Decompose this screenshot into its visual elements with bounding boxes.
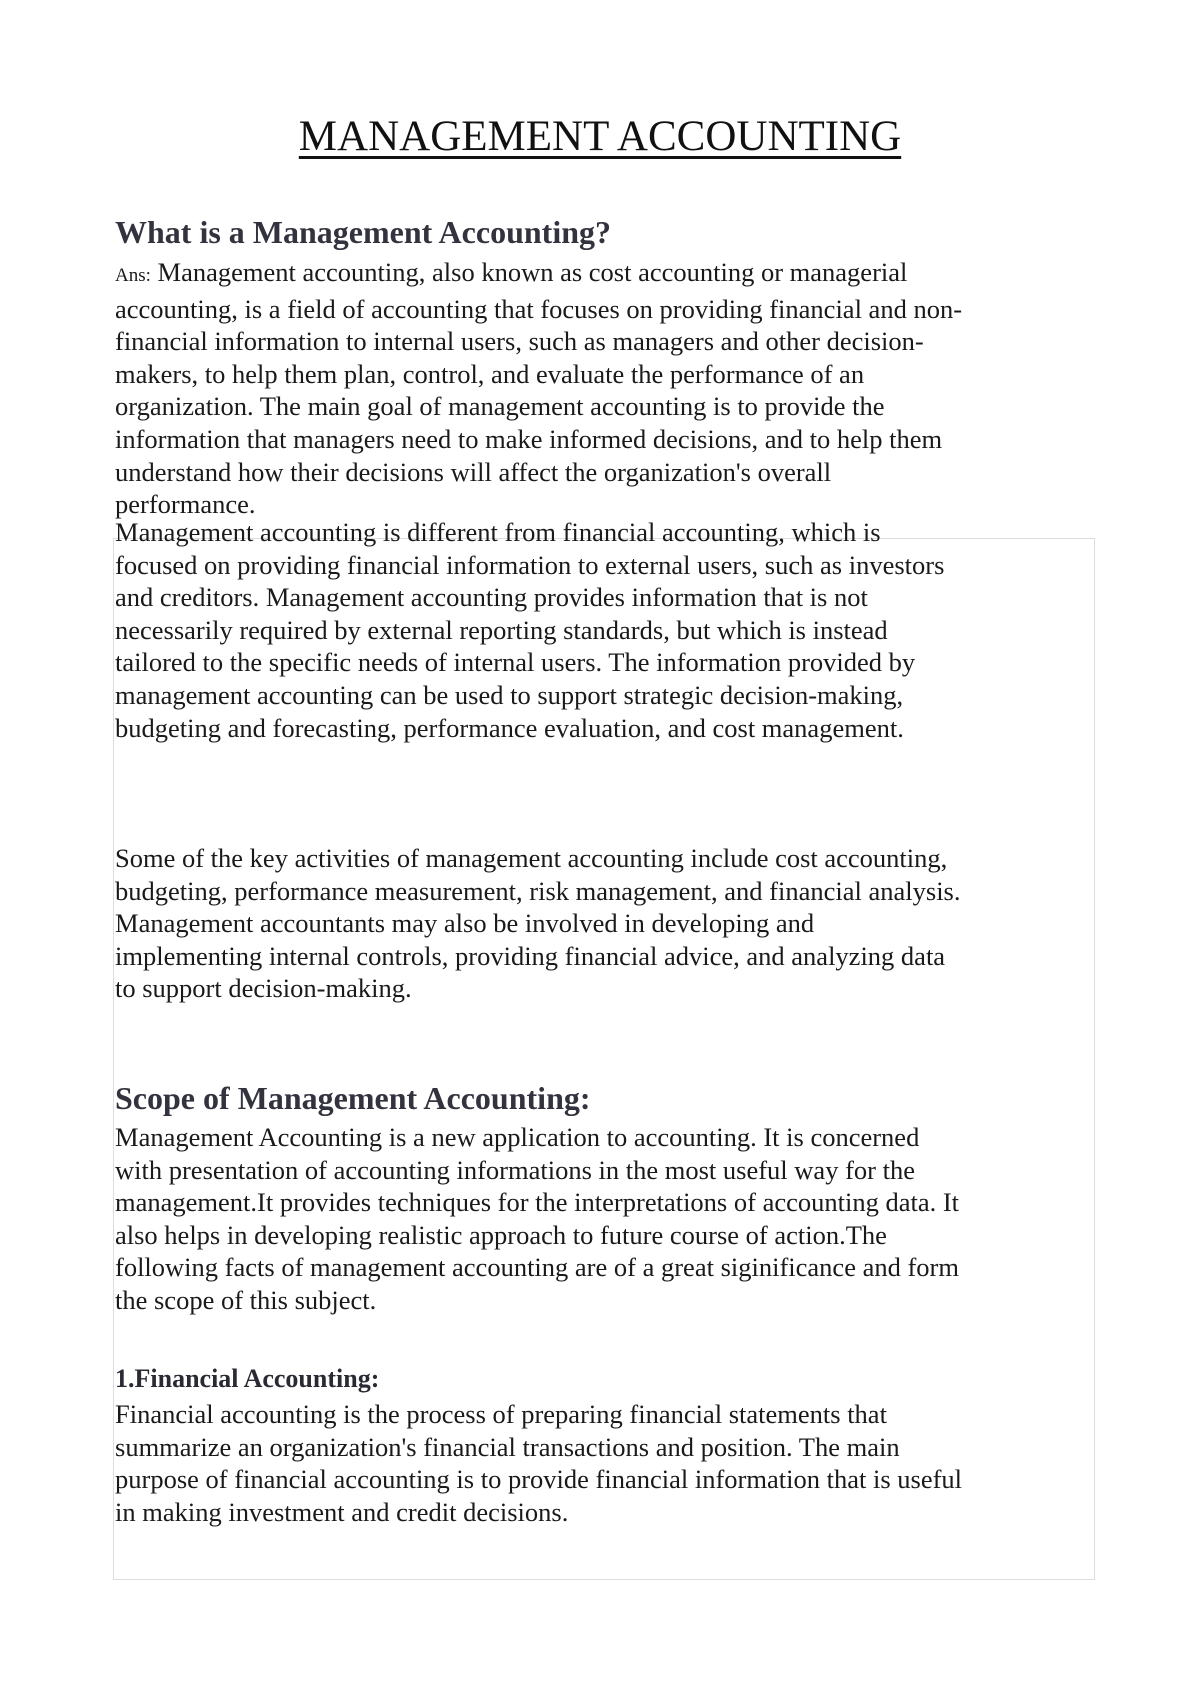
text-line [115,423,962,456]
line-text: following facts of management accounting are of a great siginificance and form [115,1252,959,1283]
line-text: information that managers need to make informed decisions, and to help them [115,423,943,454]
text-line [115,875,961,908]
text-line [115,1121,959,1154]
line-text: Management accountants may also be involved in developing and [115,908,815,939]
text-line [115,358,962,391]
line-text: Financial accounting is the process of preparing financial statements that [115,1399,887,1429]
text-line [115,614,944,647]
document-title: MANAGEMENT ACCOUNTING [298,113,902,160]
text-line [115,293,962,326]
text-line [115,712,944,745]
text-line [115,1463,962,1496]
text-line [115,940,961,973]
text-line [115,1398,962,1431]
line-text: budgeting and forecasting, performance evaluation, and cost management. [115,712,904,743]
line-text: summarize an organization's financial transactions and position. The main [115,1431,900,1462]
text-line [115,549,944,582]
line-text: performance. [115,489,256,520]
line-text: also helps in developing realistic approach to future course of action.The [115,1219,887,1250]
subheading-financial-accounting: 1.Financial Accounting: [115,1364,380,1393]
line-text: implementing internal controls, providing financial advice, and analyzing data [115,940,946,971]
line-text: organization. The main goal of management accounting is to provide the [115,391,885,422]
text-line [115,256,962,293]
line-text: accounting, is a field of accounting that focuses on providing financial and non- [115,293,963,324]
line-text: to support decision-making. [115,973,412,1004]
text-line [115,1186,959,1219]
paragraph-difference [115,516,944,744]
line-text: Management accounting, also known as cost accounting or managerial [150,257,908,287]
text-line [115,1284,959,1317]
line-text: management accounting can be used to support strategic decision-making, [115,679,904,710]
text-line [115,679,944,712]
line-text: tailored to the specific needs of internal users. The information provided by [115,647,916,678]
line-text: understand how their decisions will affect the organization's overall [115,456,832,487]
text-line [115,390,962,423]
line-text: in making investment and credit decisions. [115,1496,569,1527]
line-text: focused on providing financial information to external users, such as investors [115,549,945,580]
line-text: Management Accounting is a new application to accounting. It is concerned [115,1122,920,1152]
line-text: financial information to internal users, such as managers and other decision- [115,326,924,357]
line-text: and creditors. Management accounting provides information that is not [115,582,868,613]
text-line [115,907,961,940]
line-text: necessarily required by external reporting standards, but which is instead [115,614,888,645]
text-line [115,325,962,358]
text-line [115,581,944,614]
text-line [115,516,944,549]
line-text: with presentation of accounting informations in the most useful way for the [115,1154,915,1185]
text-line [115,842,961,875]
paragraph-scope [115,1121,959,1317]
line-text: Some of the key activities of management accounting include cost accounting, [115,843,948,873]
paragraph-definition [115,256,962,521]
text-line [115,646,944,679]
section-heading-what-is: What is a Management Accounting? [115,214,611,250]
line-text: Management accounting is different from financial accounting, which is [115,517,881,547]
text-line [115,1431,962,1464]
line-text: the scope of this subject. [115,1284,377,1315]
text-line [115,456,962,489]
line-text: budgeting, performance measurement, risk management, and financial analysis. [115,875,961,906]
paragraph-financial-accounting [115,1398,962,1528]
text-line [115,1251,959,1284]
text-line [115,972,961,1005]
line-text: purpose of financial accounting is to provide financial information that is useful [115,1464,963,1495]
section-heading-scope: Scope of Management Accounting: [115,1080,591,1116]
text-line [115,1154,959,1187]
text-line [115,1496,962,1529]
paragraph-key-activities [115,842,961,1005]
text-line [115,1219,959,1252]
line-text: makers, to help them plan, control, and evaluate the performance of an [115,358,865,389]
line-text: management.It provides techniques for the interpretations of accounting data. It [115,1187,960,1218]
answer-label: Ans: [115,265,151,286]
